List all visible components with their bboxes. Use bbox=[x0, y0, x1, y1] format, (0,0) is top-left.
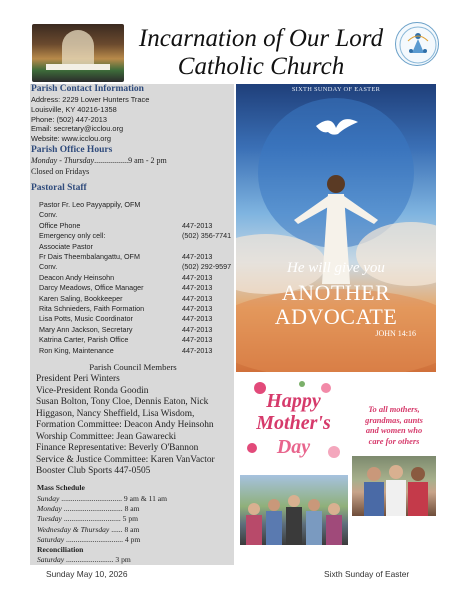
mothers-day-graphic bbox=[242, 378, 345, 470]
mothers-photo-1 bbox=[352, 456, 436, 516]
contact-block bbox=[31, 95, 149, 144]
council-line: Higgason, Nancy Sheffield, Lisa Wisdom, bbox=[36, 408, 195, 419]
happy-text: Happy bbox=[266, 390, 321, 412]
contact-email: Email: secretary@icclou.org bbox=[31, 124, 124, 134]
staff-heading: Pastoral Staff bbox=[31, 183, 87, 193]
footer-date: Sunday May 10, 2026 bbox=[46, 569, 128, 579]
staff-row: Mary Ann Jackson, Secretary 447-2013 bbox=[39, 324, 213, 334]
poster-scripture-ref: JOHN 14:16 bbox=[375, 329, 416, 338]
council-line: Service & Justice Committee: Karen VanVactor bbox=[36, 454, 215, 465]
staff-row: Associate Pastor bbox=[39, 241, 93, 251]
staff-row: Rita Schnieders, Faith Formation 447-2013 bbox=[39, 304, 213, 314]
mass-row: Tuesday .............................. 5 pm bbox=[37, 514, 139, 524]
staff-row: Fr Dais Theembalangattu, OFM 447-2013 bbox=[39, 252, 213, 262]
reconciliation-row: Saturday ......................... 3 pm bbox=[37, 555, 131, 564]
staff-row: Office Phone 447-2013 bbox=[39, 220, 213, 230]
parish-logo-icon bbox=[395, 22, 439, 66]
mothers-text: Mother's bbox=[256, 412, 331, 434]
reconciliation-heading: Reconciliation bbox=[37, 545, 84, 554]
mass-list bbox=[37, 494, 167, 545]
mass-row: Monday ............................... 8 am bbox=[37, 504, 140, 514]
staff-row: Karen Saling, Bookkeeper 447-2013 bbox=[39, 293, 213, 303]
council-line: Finance Representative: Beverly O'Bannon bbox=[36, 443, 199, 453]
staff-row: Conv. (502) 292-9597 bbox=[39, 262, 232, 272]
mothers-photo-2 bbox=[240, 475, 348, 545]
council-line: President Peri Winters bbox=[36, 374, 120, 384]
council-line: Vice-President Ronda Goodin bbox=[36, 385, 149, 396]
office-time: 9 am - 2 pm bbox=[128, 156, 167, 165]
council-line: Worship Committee: Jean Gawarecki bbox=[36, 431, 177, 442]
staff-row: Katrina Carter, Parish Office 447-2013 bbox=[39, 335, 213, 345]
council-heading: Parish Council Members bbox=[89, 362, 177, 372]
footer-occasion: Sixth Sunday of Easter bbox=[324, 569, 410, 579]
mass-row: Wednesday & Thursday ...... 8 am bbox=[37, 524, 140, 534]
staff-row: Ron King, Maintenance 447-2013 bbox=[39, 345, 213, 355]
contact-website: Website: www.icclou.org bbox=[31, 134, 111, 144]
council-line: Susan Bolton, Tony Cloe, Dennis Eaton, Nick bbox=[36, 397, 209, 407]
contact-city: Louisville, KY 40216-1358 bbox=[31, 104, 117, 114]
staff-row: Emergency only cell: (502) 356-7741 bbox=[39, 231, 232, 241]
easter-poster bbox=[236, 84, 436, 372]
staff-row: Darcy Meadows, Office Manager 447-2013 bbox=[39, 283, 213, 293]
office-dots: ................. bbox=[94, 156, 129, 165]
council-line: Formation Committee: Deacon Andy Heinsohn bbox=[36, 420, 214, 430]
staff-list bbox=[39, 200, 233, 356]
day-text: Day bbox=[276, 436, 311, 458]
church-name-line2: Catholic Church bbox=[177, 53, 345, 80]
office-hours-block bbox=[31, 156, 167, 177]
poster-line1: He will give you bbox=[287, 260, 385, 276]
contact-address: Address: 2229 Lower Hunters Trace bbox=[31, 95, 150, 104]
office-days: Monday - Thursday bbox=[31, 156, 95, 165]
mothers-tribute: To all mothers, grandmas, aunts and women who care for others bbox=[365, 405, 423, 446]
staff-row: Deacon Andy Heinsohn 447-2013 bbox=[39, 272, 213, 282]
contact-heading: Parish Contact Information bbox=[31, 84, 144, 94]
mass-row: Sunday ................................ 9 am & 11 am bbox=[37, 494, 168, 503]
poster-line3: ADVOCATE bbox=[274, 304, 398, 329]
contact-phone: Phone: (502) 447-2013 bbox=[31, 114, 108, 124]
church-interior-photo bbox=[32, 24, 124, 82]
mass-heading: Mass Schedule bbox=[37, 483, 85, 492]
church-name-line1: Incarnation of Our Lord bbox=[138, 25, 384, 52]
staff-row: Lisa Potts, Music Coordinator 447-2013 bbox=[39, 314, 213, 324]
staff-row: Conv. bbox=[39, 210, 58, 220]
mass-row: Saturday .............................. 4 pm bbox=[37, 534, 141, 544]
poster-line2: ANOTHER bbox=[281, 280, 391, 305]
council-list bbox=[36, 374, 215, 466]
staff-row: Pastor Fr. Leo Payyappily, OFM bbox=[39, 200, 141, 209]
office-hours-heading: Parish Office Hours bbox=[31, 145, 113, 155]
poster-header: SIXTH SUNDAY OF EASTER bbox=[291, 86, 381, 93]
booster-club: Booster Club Sports 447-0505 bbox=[36, 466, 151, 476]
office-closed: Closed on Fridays bbox=[31, 166, 90, 176]
